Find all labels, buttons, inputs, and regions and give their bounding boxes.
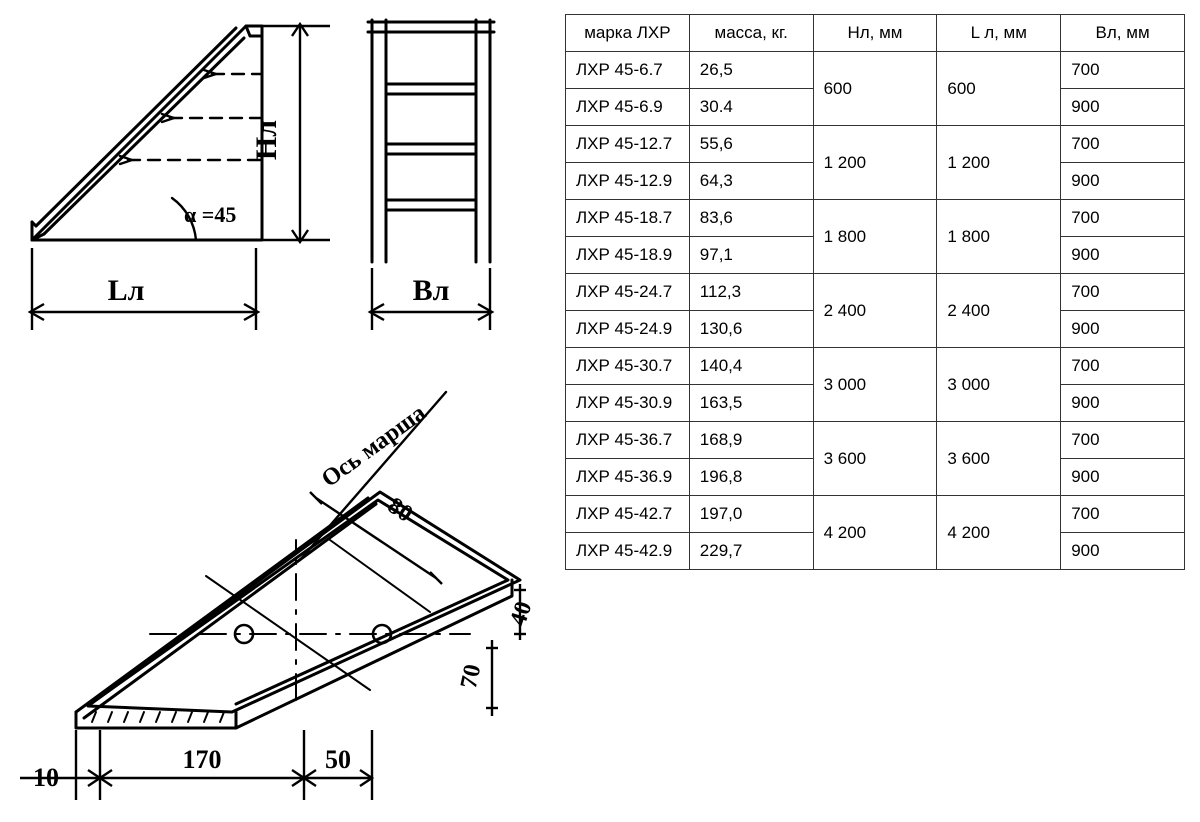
cell-mark: ЛХР 45-24.7: [566, 274, 690, 311]
cell-height: 1 800: [813, 200, 937, 274]
cell-width: 900: [1061, 459, 1185, 496]
dim-10-label: 10: [33, 763, 59, 792]
table-row: [566, 422, 1185, 459]
axis-label: Ось марша: [316, 400, 431, 493]
table-row: [566, 200, 1185, 237]
dim-50-label: 50: [325, 745, 351, 774]
cell-mass: 196,8: [689, 459, 813, 496]
cell-mass: 55,6: [689, 126, 813, 163]
cell-mass: 112,3: [689, 274, 813, 311]
dim-170-label: 170: [182, 745, 222, 774]
cell-mass: 130,6: [689, 311, 813, 348]
width-label: Bл: [412, 274, 450, 307]
length-label: Lл: [107, 274, 145, 307]
cell-height: 2 400: [813, 274, 937, 348]
cell-mass: 30.4: [689, 89, 813, 126]
table-row: [566, 52, 1185, 89]
cell-width: 900: [1061, 237, 1185, 274]
table-row: [566, 274, 1185, 311]
cell-width: 700: [1061, 348, 1185, 385]
cell-mass: 140,4: [689, 348, 813, 385]
cell-width: 700: [1061, 274, 1185, 311]
cell-mass: 168,9: [689, 422, 813, 459]
cell-length: 4 200: [937, 496, 1061, 570]
cell-height: 1 200: [813, 126, 937, 200]
cell-mark: ЛХР 45-6.7: [566, 52, 690, 89]
th-l: L л, мм: [937, 15, 1061, 52]
step-detail-view: [76, 392, 520, 728]
ladder-technical-drawing: [0, 0, 560, 822]
table-row: [566, 126, 1185, 163]
cell-height: 600: [813, 52, 937, 126]
cell-width: 700: [1061, 200, 1185, 237]
th-h: Нл, мм: [813, 15, 937, 52]
dim-70: [486, 640, 498, 716]
cell-mass: 26,5: [689, 52, 813, 89]
cell-height: 3 600: [813, 422, 937, 496]
dim-40-label: 40: [505, 598, 538, 630]
cell-width: 900: [1061, 311, 1185, 348]
table-row: [566, 496, 1185, 533]
cell-length: 3 600: [937, 422, 1061, 496]
cell-width: 900: [1061, 163, 1185, 200]
cell-mark: ЛХР 45-36.9: [566, 459, 690, 496]
cell-width: 900: [1061, 385, 1185, 422]
specification-table-container: [565, 14, 1185, 570]
dim-70-label: 70: [455, 662, 487, 691]
cell-length: 1 800: [937, 200, 1061, 274]
cell-mark: ЛХР 45-42.7: [566, 496, 690, 533]
cell-width: 700: [1061, 422, 1185, 459]
cell-length: 1 200: [937, 126, 1061, 200]
cell-mark: ЛХР 45-12.9: [566, 163, 690, 200]
height-label: Hл: [250, 119, 283, 161]
angle-label: α =45: [184, 202, 237, 227]
front-view: [368, 20, 494, 262]
cell-width: 700: [1061, 126, 1185, 163]
cell-mass: 163,5: [689, 385, 813, 422]
cell-length: 2 400: [937, 274, 1061, 348]
cell-mark: ЛХР 45-18.7: [566, 200, 690, 237]
table-head: [566, 15, 1185, 52]
th-mass: масса, кг.: [689, 15, 813, 52]
table-header-row: [566, 15, 1185, 52]
table-row: [566, 348, 1185, 385]
cell-mark: ЛХР 45-6.9: [566, 89, 690, 126]
cell-width: 700: [1061, 496, 1185, 533]
cell-height: 3 000: [813, 348, 937, 422]
cell-mass: 64,3: [689, 163, 813, 200]
cell-length: 3 000: [937, 348, 1061, 422]
cell-mark: ЛХР 45-30.7: [566, 348, 690, 385]
cell-mark: ЛХР 45-12.7: [566, 126, 690, 163]
cell-mass: 97,1: [689, 237, 813, 274]
dim-80-label: 80: [382, 492, 418, 528]
cell-mark: ЛХР 45-30.9: [566, 385, 690, 422]
specification-table: [565, 14, 1185, 570]
cell-width: 900: [1061, 533, 1185, 570]
cell-length: 600: [937, 52, 1061, 126]
drawing-svg: [0, 0, 560, 822]
cell-mass: 229,7: [689, 533, 813, 570]
table-body: [566, 52, 1185, 570]
cell-width: 900: [1061, 89, 1185, 126]
cell-height: 4 200: [813, 496, 937, 570]
cell-mass: 197,0: [689, 496, 813, 533]
cell-mark: ЛХР 45-18.9: [566, 237, 690, 274]
cell-mark: ЛХР 45-36.7: [566, 422, 690, 459]
th-mark: марка ЛХР: [566, 15, 690, 52]
cell-mark: ЛХР 45-42.9: [566, 533, 690, 570]
th-b: Вл, мм: [1061, 15, 1185, 52]
cell-width: 700: [1061, 52, 1185, 89]
cell-mark: ЛХР 45-24.9: [566, 311, 690, 348]
cell-mass: 83,6: [689, 200, 813, 237]
